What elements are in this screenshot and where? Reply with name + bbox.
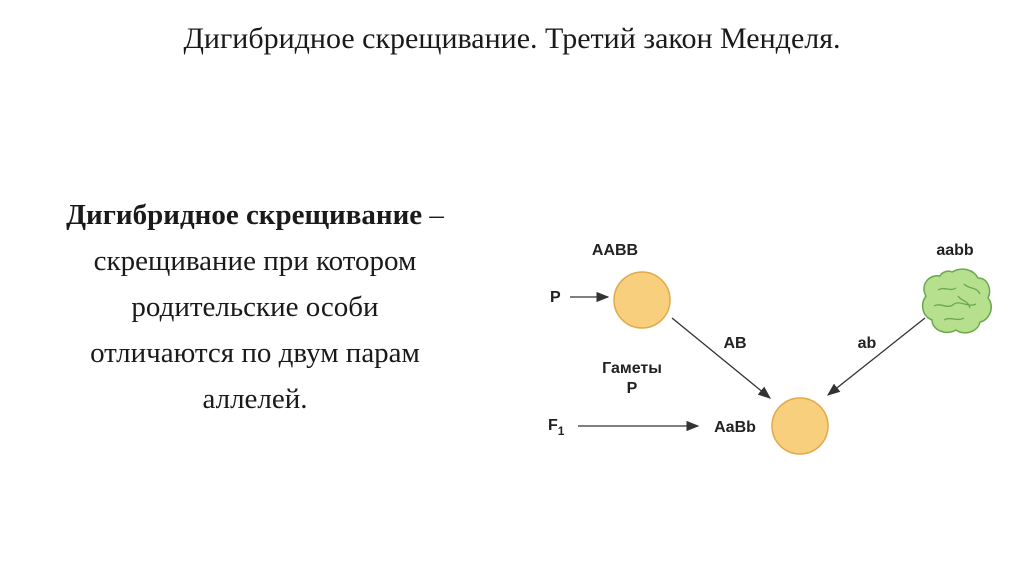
definition-line-4: родительские особи — [131, 291, 379, 323]
definition-term: Дигибридное скрещивание — [66, 199, 423, 231]
definition-text — [20, 192, 490, 422]
gamete1-label: AB — [723, 335, 747, 352]
parent2-genotype: aabb — [936, 242, 974, 259]
gamete2-label: ab — [857, 335, 877, 352]
parent-row-label: P — [550, 289, 561, 306]
f1-label — [548, 417, 565, 438]
definition-line-3: скрещивание при котором — [93, 245, 417, 277]
definition-term-line — [20, 192, 490, 238]
parent1-genotype: AABB — [591, 242, 639, 259]
definition-line-6: аллелей. — [202, 383, 308, 415]
dihybrid-cross-diagram — [530, 220, 1010, 480]
wrinkled-pea-parent — [923, 269, 992, 333]
slide-title: Дигибридное скрещивание. Третий закон Менделя. — [183, 22, 841, 55]
gamete2-arrow — [828, 318, 925, 395]
offspring-genotype: AaBb — [714, 419, 756, 436]
gametes-label: Гаметы — [602, 360, 662, 377]
smooth-pea-offspring — [772, 398, 828, 454]
f1-subscript: 1 — [557, 424, 565, 438]
smooth-pea-parent — [614, 272, 670, 328]
f1-letter: F — [548, 417, 558, 434]
definition-dash: – — [422, 199, 444, 231]
gametes-p-label: P — [626, 380, 638, 397]
gamete1-arrow — [672, 318, 770, 398]
definition-line-5: отличаются по двум парам — [90, 337, 420, 369]
